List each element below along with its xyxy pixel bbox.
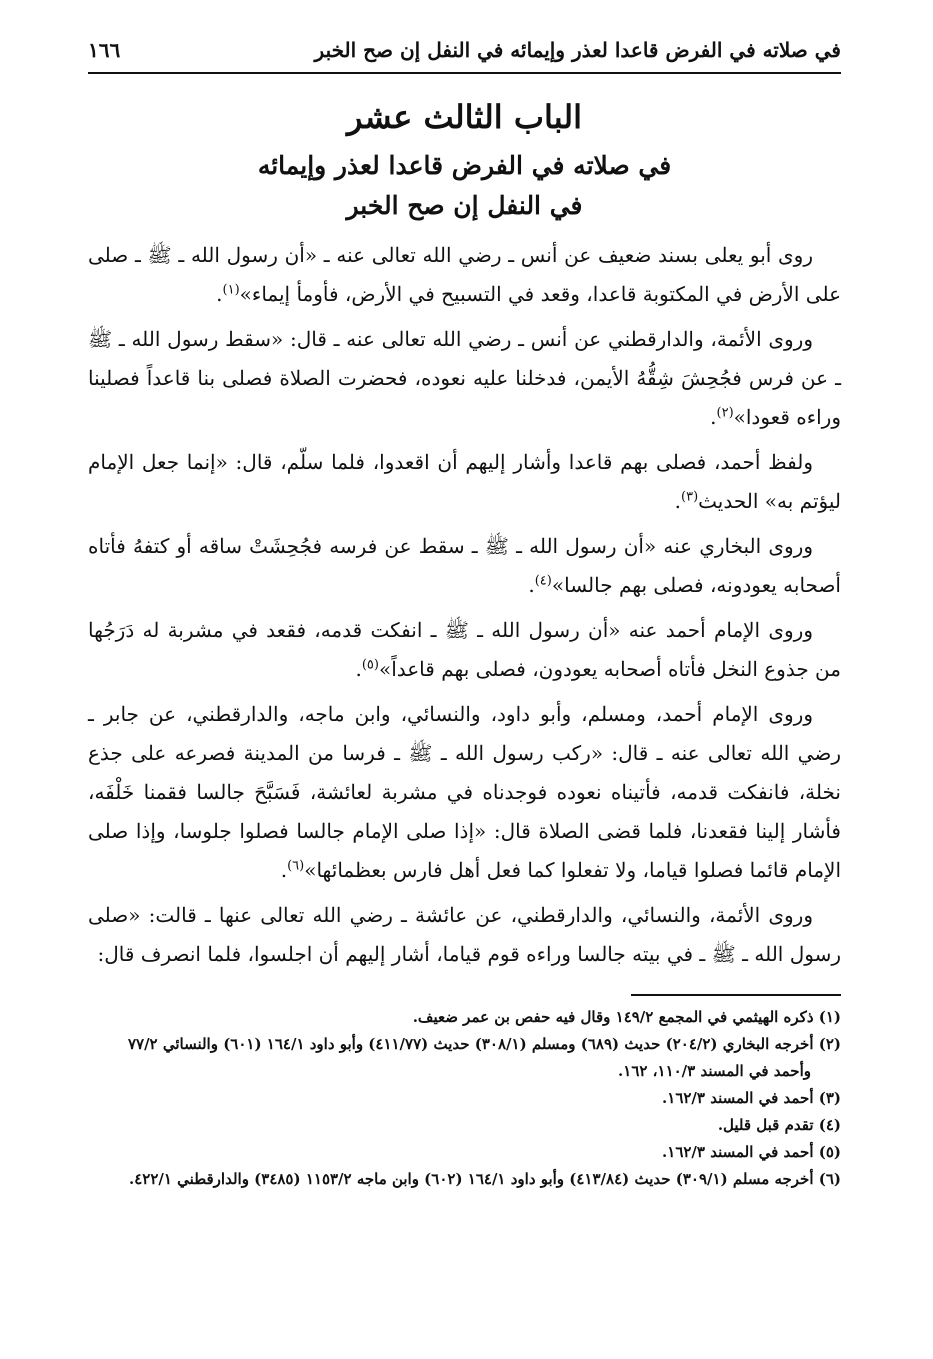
paragraph-text: وروى الأئمة، والنسائي، والدارقطني، عن عائشة ـ رضي الله تعالى عنها ـ قالت: «صلى رسول الله ـ ﷺ ـ في بيته جالسا وراءه قوم قياما، أشار إليهم أن اجلسوا، فلما انصرف قال: bbox=[88, 903, 841, 966]
footnote: (٦) أخرجه مسلم (٣٠٩/١) حديث (٤١٣/٨٤) وأبو داود ١٦٤/١ (٦٠٢) وابن ماجه ١١٥٣/٢ (٣٤٨٥) والدارقطني ٤٢٢/١. bbox=[129, 1170, 841, 1188]
main-text bbox=[88, 236, 841, 974]
paragraph: روى أبو يعلى بسند ضعيف عن أنس ـ رضي الله تعالى عنه ـ «أن رسول الله ـ ﷺ ـ صلى على الأرض في المكتوبة قاعدا، وقعد في التسبيح في الأرض، فأومأ إيماء»$^{(١)}$. bbox=[88, 243, 841, 306]
footnote: (٥) أحمد في المسند ١٦٢/٣. bbox=[662, 1143, 841, 1161]
page-number: ١٦٦ bbox=[88, 38, 121, 62]
footnote: (٢) أخرجه البخاري (٢٠٤/٢) حديث (٦٨٩) ومسلم (٣٠٨/١) حديث (٤١١/٧٧) وأبو داود ١٦٤/١ (٦٠١) والنسائي ٧٧/٢ وأحمد في المسند ١١٠/٣، ١٦٢. bbox=[127, 1035, 841, 1080]
footnote-divider bbox=[631, 994, 841, 996]
footnote-ref[interactable]: (٢) bbox=[716, 405, 734, 421]
paragraph-text: وروى الإمام أحمد، ومسلم، وأبو داود، والنسائي، وابن ماجه، والدارقطني، عن جابر ـ رضي الله تعالى عنه ـ قال: «ركب رسول الله ـ ﷺ ـ فرسا من المدينة فصرعه على جذع نخلة، فانفكت قدمه، فأتيناه نعوده فوجدناه في مشربة لعائشة، فَسَبَّحَ جالسا فقمنا خَلْفَه، فأشار إلينا فقعدنا، فلما قضى الصلاة قال: «إذا صلى الإمام جالسا فصلوا جلوسا، وإذا صلى الإمام قائما فصلوا قياما، ولا تفعلوا كما فعل أهل فارس بعظمائها» bbox=[88, 702, 841, 882]
footnote-ref[interactable]: (٤) bbox=[534, 573, 552, 589]
paragraph: وروى الأئمة، والدارقطني عن أنس ـ رضي الله تعالى عنه ـ قال: «سقط رسول الله ـ ﷺ ـ عن فرس فجُحِشَ شِقُّهُ الأيمن، فدخلنا عليه نعوده، فحضرت الصلاة فصلى بنا قاعداً فصلينا وراءه قعودا»$^{(٢)}$. bbox=[88, 327, 841, 429]
footnote-ref[interactable]: (٦) bbox=[287, 858, 305, 874]
footnotes bbox=[88, 1004, 841, 1193]
chapter-subtitle-line1: في صلاته في الفرض قاعدا لعذر وإيمائه bbox=[257, 151, 672, 180]
paragraph-text: ولفظ أحمد، فصلى بهم قاعدا وأشار إليهم أن اقعدوا، فلما سلّم، قال: «إنما جعل الإمام ليؤتم به» الحديث bbox=[88, 450, 841, 513]
footnote: (١) ذكره الهيثمي في المجمع ١٤٩/٢ وقال فيه حفص بن عمر ضعيف. bbox=[412, 1008, 841, 1026]
paragraph-text: وروى الإمام أحمد عنه «أن رسول الله ـ ﷺ ـ انفكت قدمه، فقعد في مشربة له دَرَجُها من جذوع النخل فأتاه أصحابه يعودون، فصلى بهم قاعداً» bbox=[88, 618, 841, 681]
running-title: في صلاته في الفرض قاعدا لعذر وإيمائه في النفل إن صح الخبر bbox=[314, 38, 841, 62]
chapter-subtitle-line2: في النفل إن صح الخبر bbox=[346, 191, 583, 220]
footnote-ref[interactable]: (٣) bbox=[681, 489, 699, 505]
paragraph-text: وروى البخاري عنه «أن رسول الله ـ ﷺ ـ سقط عن فرسه فجُحِشَتْ ساقه أو كتفهُ فأتاه أصحابه يعودونه، فصلى بهم جالسا» bbox=[88, 534, 841, 597]
paragraph: وروى الإمام أحمد عنه «أن رسول الله ـ ﷺ ـ انفكت قدمه، فقعد في مشربة له دَرَجُها من جذوع النخل فأتاه أصحابه يعودون، فصلى بهم قاعداً»$^{(٥)}$. bbox=[88, 618, 841, 681]
running-header bbox=[88, 32, 841, 74]
chapter-title: الباب الثالث عشر bbox=[347, 98, 582, 136]
book-page bbox=[88, 32, 841, 1319]
paragraph bbox=[88, 896, 841, 974]
footnote: (٣) أحمد في المسند ١٦٢/٣. bbox=[662, 1089, 841, 1107]
paragraph: ولفظ أحمد، فصلى بهم قاعدا وأشار إليهم أن اقعدوا، فلما سلّم، قال: «إنما جعل الإمام ليؤتم به» الحديث$^{(٣)}$. bbox=[88, 450, 841, 513]
footnote-ref[interactable]: (١) bbox=[222, 282, 240, 298]
paragraph-text: وروى الأئمة، والدارقطني عن أنس ـ رضي الله تعالى عنه ـ قال: «سقط رسول الله ـ ﷺ ـ عن فرس فجُحِشَ شِقُّهُ الأيمن، فدخلنا عليه نعوده، فحضرت الصلاة فصلى بنا قاعداً فصلينا وراءه قعودا» bbox=[88, 327, 841, 429]
footnote: (٤) تقدم قبل قليل. bbox=[717, 1116, 841, 1134]
footnote-ref[interactable]: (٥) bbox=[361, 657, 379, 673]
paragraph: وروى البخاري عنه «أن رسول الله ـ ﷺ ـ سقط عن فرسه فجُحِشَتْ ساقه أو كتفهُ فأتاه أصحابه يعودونه، فصلى بهم جالسا»$^{(٤)}$. bbox=[88, 534, 841, 597]
paragraph-text: روى أبو يعلى بسند ضعيف عن أنس ـ رضي الله تعالى عنه ـ «أن رسول الله ـ ﷺ ـ صلى على الأرض في المكتوبة قاعدا، وقعد في التسبيح في الأرض، فأومأ إيماء» bbox=[88, 243, 841, 306]
paragraph: وروى الإمام أحمد، ومسلم، وأبو داود، والنسائي، وابن ماجه، والدارقطني، عن جابر ـ رضي الله تعالى عنه ـ قال: «ركب رسول الله ـ ﷺ ـ فرسا من المدينة فصرعه على جذع نخلة، فانفكت قدمه، فأتيناه نعوده فوجدناه في مشربة لعائشة، فَسَبَّحَ جالسا فقمنا خَلْفَه، فأشار إلينا فقعدنا، فلما قضى الصلاة قال: «إذا صلى الإمام جالسا فصلوا جلوسا، وإذا صلى الإمام قائما فصلوا قياما، ولا تفعلوا كما فعل أهل فارس بعظمائها»$^{(٦)}$. bbox=[88, 702, 841, 882]
